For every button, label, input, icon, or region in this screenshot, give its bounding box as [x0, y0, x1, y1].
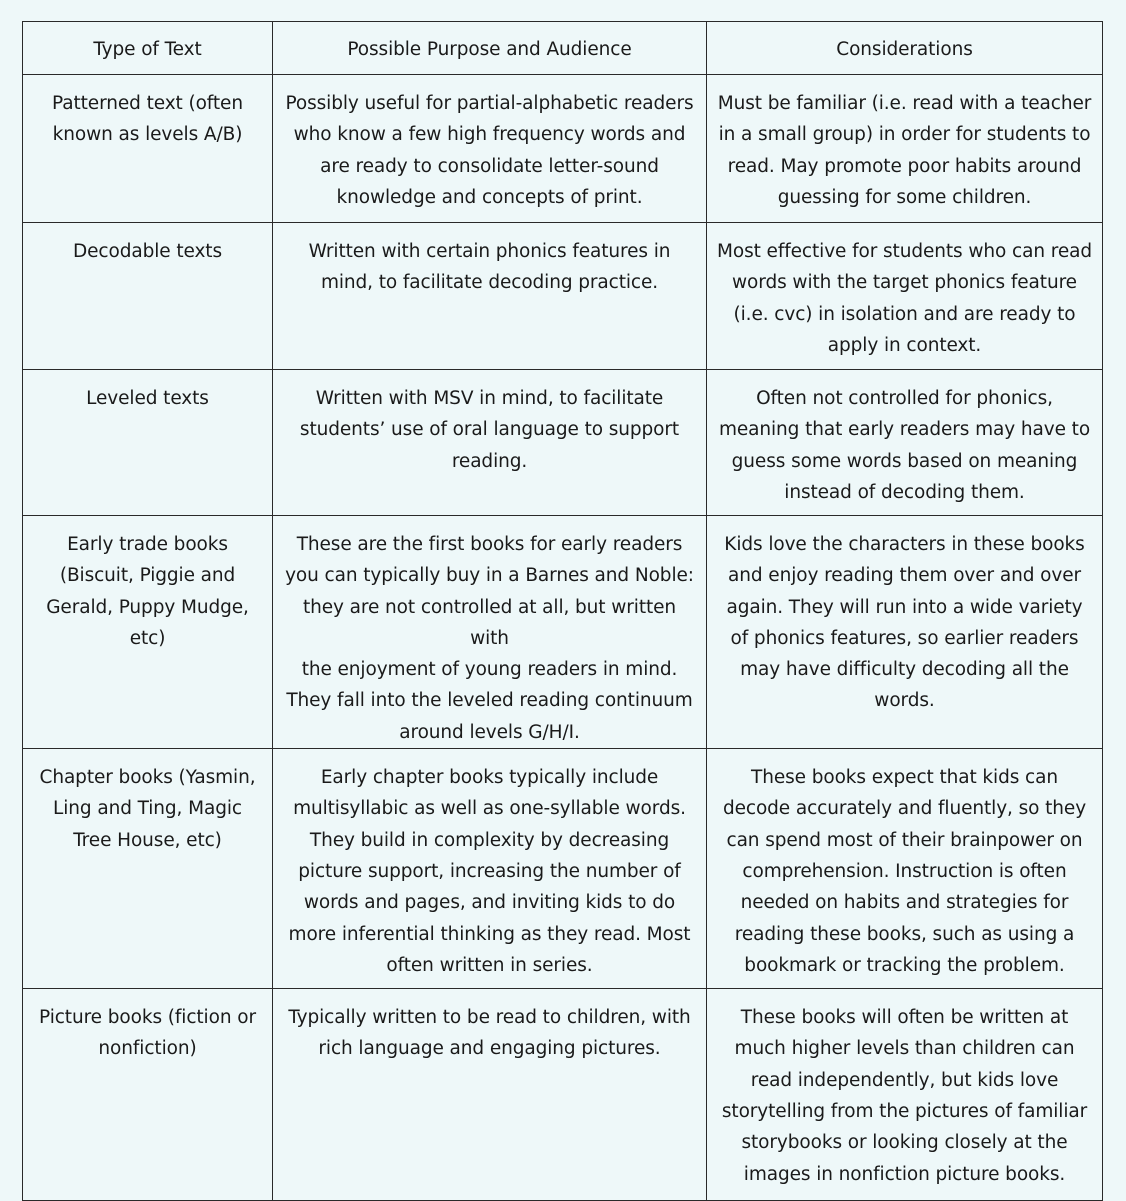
cell-text-line: picture support, increasing the number of [298, 860, 681, 882]
considerations-cell [707, 75, 1103, 223]
cell-text-line: They build in complexity by decreasing [309, 829, 670, 851]
cell-text-line: knowledge and concepts of print. [336, 186, 643, 208]
cell-text-line: These are the first books for early readers [296, 534, 683, 555]
table-row [23, 223, 1103, 370]
cell-text-line: meaning that early readers may have to [718, 419, 1091, 441]
cell-text-line: are ready to consolidate letter-sound [320, 155, 659, 177]
cell-text-line: reading these books, such as using a [734, 923, 1075, 945]
cell-text-line: Written with MSV in mind, to facilitate [315, 388, 664, 409]
cell-text-line: Chapter books (Yasmin, [39, 767, 256, 789]
purpose-cell [273, 989, 707, 1201]
considerations-cell [707, 749, 1103, 989]
cell-text-line: words with the target phonics feature [732, 272, 1077, 294]
cell-text-line: and enjoy reading them over and over [728, 565, 1081, 587]
cell-text-line: can spend most of their brainpower on [726, 829, 1083, 851]
cell-text-line: They fall into the leveled reading continuum [286, 690, 693, 712]
header-purpose-audience: Possible Purpose and Audience [273, 22, 707, 75]
cell-text-line: who know a few high frequency words and [293, 124, 686, 146]
cell-text-line: Most effective for students who can read [716, 241, 1092, 262]
table-row [23, 75, 1103, 223]
cell-text-line: again. They will run into a wide variety [726, 596, 1083, 618]
cell-text-line: known as levels A/B) [52, 124, 243, 146]
cell-text-line: reading. [451, 450, 528, 472]
type-cell [23, 516, 273, 749]
purpose-cell [273, 223, 707, 370]
cell-text-line: of phonics features, so earlier readers [730, 627, 1079, 649]
cell-text-line: read independently, but kids love [750, 1069, 1059, 1091]
cell-text-line: Patterned text (often [52, 93, 243, 114]
purpose-cell [273, 749, 707, 989]
cell-text-line: storybooks or looking closely at the [741, 1132, 1068, 1154]
cell-text-line: Early chapter books typically include [320, 767, 659, 789]
cell-text-line: Early trade books [67, 534, 228, 555]
considerations-cell [707, 370, 1103, 516]
table-row [23, 370, 1103, 516]
cell-text-line: Written with certain phonics features in [308, 241, 671, 262]
cell-text-line: more inferential thinking as they read. Most [288, 923, 691, 945]
header-type-of-text: Type of Text [23, 22, 273, 75]
cell-text-line: students’ use of oral language to support [299, 419, 680, 441]
cell-text-line: much higher levels than children can [734, 1038, 1075, 1060]
cell-text-line: rich language and engaging pictures. [318, 1038, 661, 1060]
cell-text-line: Must be familiar (i.e. read with a teacher [717, 93, 1092, 114]
type-cell [23, 370, 273, 516]
cell-text-line: around levels G/H/I. [399, 721, 580, 743]
cell-text-line: in a small group) in order for students to [718, 124, 1091, 146]
cell-text-line: the enjoyment of young readers in mind. [301, 659, 678, 681]
cell-text-line: (i.e. cvc) in isolation and are ready to [733, 303, 1076, 325]
cell-text-line: words. [874, 690, 935, 712]
cell-text-line: Decodable texts [73, 241, 222, 262]
table-row [23, 749, 1103, 989]
cell-text-line: instead of decoding them. [784, 481, 1025, 503]
cell-text-line: bookmark or tracking the problem. [744, 954, 1065, 976]
table-row [23, 516, 1103, 749]
purpose-cell [273, 516, 707, 749]
cell-text-line: Picture books (fiction or [39, 1007, 256, 1029]
cell-text-line: nonfiction) [98, 1038, 197, 1060]
text-types-table [22, 21, 1103, 1201]
header-row [23, 22, 1103, 75]
cell-text-line: Gerald, Puppy Mudge, [46, 596, 249, 618]
cell-text-line: etc) [129, 627, 166, 649]
cell-text-line: Typically written to be read to children, with [288, 1007, 691, 1029]
considerations-cell [707, 223, 1103, 370]
cell-text-line: comprehension. Instruction is often [742, 860, 1067, 882]
cell-text-line: often written in series. [386, 954, 593, 976]
header-considerations: Considerations [707, 22, 1103, 75]
cell-text-line: These books expect that kids can [751, 767, 1058, 789]
cell-text-line: decode accurately and fluently, so they [722, 798, 1087, 820]
cell-text-line: needed on habits and strategies for [740, 892, 1069, 914]
type-cell [23, 75, 273, 223]
cell-text-line: Leveled texts [86, 388, 209, 409]
text-types-table-container [22, 21, 1102, 1185]
considerations-cell [707, 516, 1103, 749]
cell-text-line: These books will often be written at [740, 1007, 1069, 1029]
cell-text-line: guessing for some children. [777, 186, 1032, 208]
cell-text-line: you can typically buy in a Barnes and Noble: [285, 565, 694, 587]
purpose-cell [273, 370, 707, 516]
cell-text-line: apply in context. [827, 334, 982, 356]
cell-text-line: guess some words based on meaning [731, 450, 1078, 472]
purpose-cell [273, 75, 707, 223]
cell-text-line: may have difficulty decoding all the [740, 659, 1069, 681]
cell-text-line: multisyllabic as well as one-syllable words. [293, 798, 686, 820]
cell-text-line: Often not controlled for phonics, [756, 388, 1053, 409]
cell-text-line: read. May promote poor habits around [727, 155, 1082, 177]
type-cell [23, 989, 273, 1201]
table-row [23, 989, 1103, 1201]
cell-text-line: words and pages, and inviting kids to do [303, 892, 676, 914]
cell-text-line: Ling and Ting, Magic [53, 798, 242, 820]
cell-text-line: they are not controlled at all, but written with [302, 596, 677, 649]
type-cell [23, 223, 273, 370]
cell-text-line: Possibly useful for partial-alphabetic readers [285, 93, 694, 114]
considerations-cell [707, 989, 1103, 1201]
cell-text-line: (Biscuit, Piggie and [59, 565, 236, 587]
cell-text-line: mind, to facilitate decoding practice. [320, 272, 659, 294]
cell-text-line: storytelling from the pictures of familiar [721, 1100, 1088, 1122]
cell-text-line: Kids love the characters in these books [724, 534, 1085, 555]
cell-text-line: images in nonfiction picture books. [743, 1163, 1066, 1185]
cell-text-line: Tree House, etc) [73, 829, 222, 851]
type-cell [23, 749, 273, 989]
